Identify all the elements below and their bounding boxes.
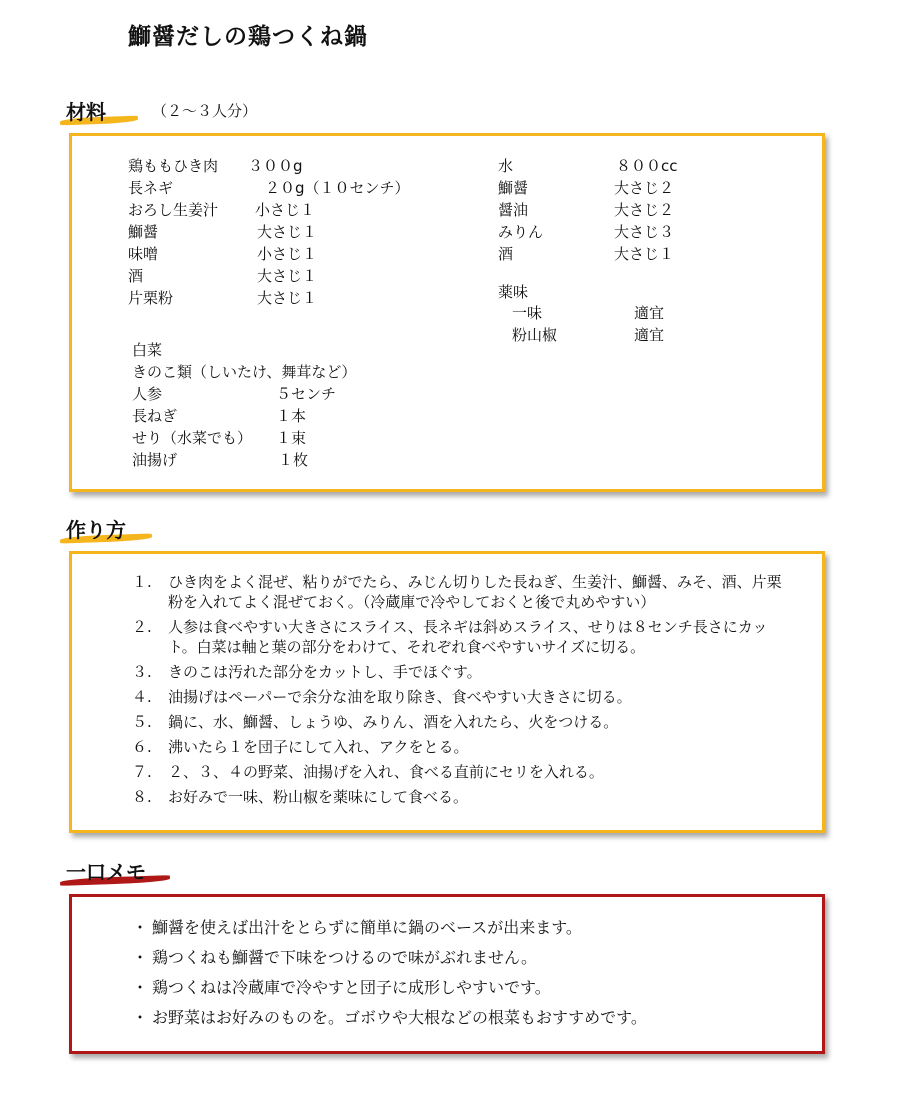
- ingredient-name: 鰤醤: [498, 179, 529, 197]
- step-text: きのこは汚れた部分をカットし、手でほぐす。: [168, 663, 482, 681]
- method-step: [132, 762, 792, 782]
- bullet: ・: [132, 1008, 149, 1027]
- step-text: ひき肉をよく混ぜ、粘りがでたら、みじん切りした長ねぎ、生姜汁、鰤醤、みそ、酒、片栗粉を入れてよく混ぜておく。（冷蔵庫で冷やしておくと後で丸めやすい）: [168, 573, 782, 611]
- ingredient-amount: 小さじ１: [255, 201, 316, 219]
- method-heading: 作り方: [66, 518, 126, 542]
- step-number: ２.: [132, 618, 152, 636]
- ingredient-amount: ２０g（１０センチ）: [265, 179, 410, 197]
- ingredient-amount: 大さじ２: [614, 201, 675, 219]
- ingredient-name: 酒: [498, 245, 514, 263]
- memo-item: [132, 1008, 647, 1028]
- method-step: [132, 662, 792, 682]
- ingredient-amount: １本: [276, 407, 307, 425]
- condiments-label: 薬味: [498, 283, 529, 301]
- ingredient-amount: 大さじ１: [257, 289, 318, 307]
- ingredient-name: みりん: [498, 223, 544, 241]
- step-number: １.: [132, 573, 152, 591]
- ingredient-amount: 大さじ１: [257, 267, 318, 285]
- ingredient-amount: ３００g: [248, 157, 303, 175]
- ingredient-amount: 大さじ３: [614, 223, 675, 241]
- ingredient-amount: 大さじ１: [257, 223, 318, 241]
- ingredient-amount: １束: [276, 429, 307, 447]
- step-number: ３.: [132, 663, 152, 681]
- memo-text: 鶏つくねも鰤醤で下味をつけるので味がぶれません。: [152, 948, 537, 967]
- ingredient-amount: ８００cc: [616, 157, 678, 175]
- memo-item: [132, 918, 647, 938]
- ingredient-name: 水: [498, 157, 514, 175]
- ingredient-name: 味噌: [128, 245, 159, 263]
- method-step: [132, 687, 792, 707]
- step-text: ２、３、４の野菜、油揚げを入れ、食べる直前にセリを入れる。: [168, 763, 604, 781]
- ingredient-name: 粉山椒: [512, 326, 558, 344]
- ingredient-amount: １枚: [278, 451, 309, 469]
- ingredient-name: おろし生姜汁: [128, 201, 219, 219]
- ingredient-name: 長ねぎ: [132, 407, 178, 425]
- ingredients-heading: 材料: [66, 100, 106, 124]
- ingredient-name: 酒: [128, 267, 144, 285]
- method-step: [132, 737, 792, 757]
- method-step: [132, 617, 792, 657]
- ingredient-amount: 適宜: [634, 304, 665, 322]
- bullet: ・: [132, 978, 149, 997]
- ingredient-name: せり（水菜でも）: [132, 429, 253, 447]
- ingredient-name: きのこ類（しいたけ、舞茸など）: [132, 363, 357, 381]
- method-step: [132, 572, 792, 612]
- ingredient-amount: 大さじ２: [614, 179, 675, 197]
- step-text: 人参は食べやすい大きさにスライス、長ネギは斜めスライス、せりは８センチ長さにカット。白菜は軸と葉の部分をわけて、それぞれ食べやすいサイズに切る。: [168, 618, 768, 656]
- step-text: 油揚げはペーパーで余分な油を取り除き、食べやすい大きさに切る。: [168, 688, 632, 706]
- bullet: ・: [132, 918, 149, 937]
- memo-text: お野菜はお好みのものを。ゴボウや大根などの根菜もおすすめです。: [152, 1008, 647, 1027]
- step-text: 鍋に、水、鰤醤、しょうゆ、みりん、酒を入れたら、火をつける。: [168, 713, 619, 731]
- step-number: ８.: [132, 788, 152, 806]
- step-text: お好みで一味、粉山椒を薬味にして食べる。: [168, 788, 469, 806]
- memo-heading: 一口メモ: [66, 860, 146, 884]
- memo-item: [132, 978, 647, 998]
- ingredient-amount: 大さじ１: [614, 245, 675, 263]
- ingredient-amount: ５センチ: [276, 385, 337, 403]
- bullet: ・: [132, 948, 149, 967]
- ingredient-name: 片栗粉: [128, 289, 174, 307]
- ingredient-name: 油揚げ: [132, 451, 178, 469]
- step-number: ７.: [132, 763, 152, 781]
- memo-item: [132, 948, 647, 968]
- step-text: 沸いたら１を団子にして入れ、アクをとる。: [168, 738, 469, 756]
- ingredient-name: 鰤醤: [128, 223, 159, 241]
- ingredient-name: 人参: [132, 385, 163, 403]
- method-steps: [132, 572, 792, 812]
- servings-note: （２～３人分）: [152, 102, 258, 120]
- ingredient-amount: 適宜: [634, 326, 665, 344]
- method-step: [132, 712, 792, 732]
- memo-text: 鰤醤を使えば出汁をとらずに簡単に鍋のベースが出来ます。: [152, 918, 582, 937]
- step-number: ５.: [132, 713, 152, 731]
- memo-list: [132, 918, 647, 1038]
- ingredient-amount: 小さじ１: [257, 245, 318, 263]
- method-step: [132, 787, 792, 807]
- step-number: ４.: [132, 688, 152, 706]
- page-title: 鰤醤だしの鶏つくね鍋: [128, 24, 368, 50]
- step-number: ６.: [132, 738, 152, 756]
- ingredient-name: 鶏ももひき肉: [128, 157, 219, 175]
- ingredient-name: 醤油: [498, 201, 529, 219]
- ingredient-name: 白菜: [132, 341, 163, 359]
- ingredient-name: 一味: [512, 304, 543, 322]
- ingredient-name: 長ネギ: [128, 179, 174, 197]
- memo-text: 鶏つくねは冷蔵庫で冷やすと団子に成形しやすいです。: [152, 978, 551, 997]
